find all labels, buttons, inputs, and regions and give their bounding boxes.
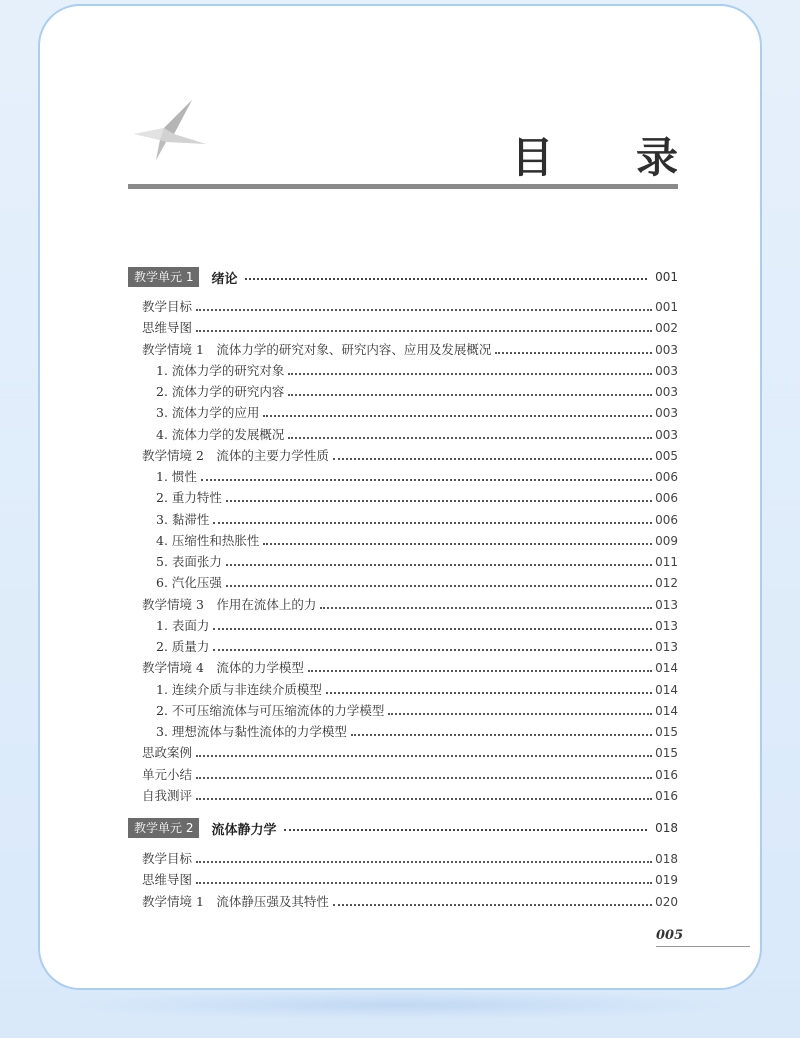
unit-heading[interactable] bbox=[128, 818, 678, 838]
toc-entry-label: 3. 理想流体与黏性流体的力学模型 bbox=[156, 724, 347, 739]
toc-entry-page: 003 bbox=[655, 406, 678, 421]
leader-dots bbox=[333, 458, 652, 460]
toc-entry[interactable] bbox=[142, 319, 678, 337]
toc-entry[interactable] bbox=[142, 766, 678, 784]
toc-entry-page: 019 bbox=[655, 873, 678, 888]
toc-entry[interactable] bbox=[142, 298, 678, 316]
toc-entry[interactable] bbox=[156, 426, 678, 444]
leader-dots bbox=[308, 670, 652, 672]
toc-entry[interactable] bbox=[142, 787, 678, 805]
toc-entry-label: 6. 汽化压强 bbox=[156, 575, 222, 591]
toc-entry[interactable] bbox=[142, 659, 678, 677]
card-shadow bbox=[60, 990, 740, 1020]
toc-entry-label: 教学情境 4 流体的力学模型 bbox=[142, 660, 304, 676]
toc-entry-label: 教学情境 3 作用在流体上的力 bbox=[142, 596, 317, 612]
toc-entry-page: 014 bbox=[655, 682, 678, 697]
toc-entry-page: 014 bbox=[655, 661, 678, 676]
toc-entry[interactable] bbox=[142, 850, 678, 868]
toc-entry-page: 003 bbox=[655, 385, 678, 399]
page-title: 目 录 bbox=[511, 133, 712, 182]
toc-entry-page: 009 bbox=[655, 533, 678, 548]
leader-dots bbox=[245, 278, 647, 280]
leader-dots bbox=[263, 543, 652, 545]
unit-heading[interactable] bbox=[128, 267, 678, 287]
unit-page-number: 001 bbox=[655, 270, 678, 284]
toc-entry[interactable] bbox=[156, 553, 678, 571]
toc-entry[interactable] bbox=[156, 404, 678, 422]
toc-entry-page: 016 bbox=[655, 788, 678, 803]
leader-dots bbox=[284, 829, 647, 831]
toc-entry-label: 1. 流体力学的研究对象 bbox=[156, 362, 285, 378]
toc-entry-label: 3. 黏滞性 bbox=[156, 511, 210, 527]
toc-entry[interactable] bbox=[156, 383, 678, 401]
toc-entry-page: 003 bbox=[655, 363, 678, 378]
toc-entry-label: 1. 惯性 bbox=[156, 469, 197, 484]
toc-entry[interactable] bbox=[142, 744, 678, 762]
toc-entry-label: 5. 表面张力 bbox=[156, 554, 222, 569]
title-underline bbox=[128, 184, 678, 189]
toc-entry[interactable] bbox=[156, 702, 678, 720]
leader-dots bbox=[196, 309, 652, 311]
toc-entry-page: 013 bbox=[655, 618, 678, 633]
leader-dots bbox=[196, 798, 652, 800]
leader-dots bbox=[201, 479, 652, 481]
leader-dots bbox=[288, 373, 652, 375]
leader-dots bbox=[288, 437, 652, 439]
toc-entry[interactable] bbox=[156, 574, 678, 592]
leader-dots bbox=[196, 777, 652, 779]
leader-dots bbox=[288, 394, 652, 396]
toc-entry-page: 016 bbox=[655, 767, 678, 782]
leader-dots bbox=[326, 692, 652, 694]
leader-dots bbox=[495, 352, 652, 354]
leader-dots bbox=[213, 628, 652, 630]
toc-entry-label: 4. 压缩性和热胀性 bbox=[156, 532, 260, 548]
toc-entry-label: 2. 重力特性 bbox=[156, 490, 222, 506]
toc-entry-label: 4. 流体力学的发展概况 bbox=[156, 426, 285, 442]
star-logo-icon bbox=[126, 98, 210, 168]
toc-entry-label: 2. 流体力学的研究内容 bbox=[156, 384, 285, 399]
toc-entry-label: 2. 不可压缩流体与可压缩流体的力学模型 bbox=[156, 702, 385, 718]
toc-entry-label: 教学目标 bbox=[142, 299, 193, 314]
toc-entry-page: 001 bbox=[655, 300, 678, 314]
toc-entry-label: 2. 质量力 bbox=[156, 639, 210, 654]
leader-dots bbox=[226, 500, 652, 502]
toc-entry[interactable] bbox=[142, 871, 678, 889]
toc-entry-label: 教学情境 2 流体的主要力学性质 bbox=[142, 447, 329, 463]
leader-dots bbox=[196, 330, 652, 332]
unit-badge: 教学单元 1 bbox=[128, 267, 199, 287]
unit-page-number: 018 bbox=[655, 821, 678, 835]
toc-entry-label: 单元小结 bbox=[142, 766, 193, 782]
toc-entry[interactable] bbox=[142, 596, 678, 614]
unit-badge: 教学单元 2 bbox=[128, 818, 199, 838]
leader-dots bbox=[226, 564, 652, 566]
toc-entry-page: 014 bbox=[655, 703, 678, 718]
toc-entry[interactable] bbox=[156, 489, 678, 507]
toc-entry-page: 013 bbox=[655, 597, 678, 612]
toc-entry[interactable] bbox=[156, 511, 678, 529]
toc-entry-label: 思维导图 bbox=[142, 320, 193, 336]
toc-entry-label: 教学目标 bbox=[142, 851, 193, 866]
leader-dots bbox=[213, 649, 652, 651]
unit-title: 流体静力学 bbox=[211, 822, 277, 838]
toc-entry-page: 015 bbox=[655, 725, 678, 739]
toc-entry[interactable] bbox=[156, 638, 678, 656]
toc-entry-label: 思维导图 bbox=[142, 872, 193, 888]
toc-entry-label: 自我测评 bbox=[142, 787, 193, 803]
toc-entry[interactable] bbox=[142, 341, 678, 359]
leader-dots bbox=[388, 713, 652, 715]
toc-entry-page: 020 bbox=[655, 894, 678, 909]
toc-entry[interactable] bbox=[156, 723, 678, 741]
toc-entry-page: 003 bbox=[655, 342, 678, 357]
toc-entry-page: 011 bbox=[655, 555, 678, 569]
toc-entry[interactable] bbox=[142, 447, 678, 465]
toc-entry-page: 013 bbox=[655, 640, 678, 654]
page-number-rule bbox=[656, 946, 750, 947]
page-number: 005 bbox=[656, 928, 684, 943]
toc-entry[interactable] bbox=[156, 532, 678, 550]
toc-entry-label: 教学情境 1 流体静压强及其特性 bbox=[142, 893, 329, 909]
toc-entry-page: 006 bbox=[655, 470, 678, 484]
toc-entry-page: 003 bbox=[655, 427, 678, 442]
leader-dots bbox=[333, 904, 652, 906]
leader-dots bbox=[196, 755, 652, 757]
toc-entry[interactable] bbox=[156, 617, 678, 635]
toc-entry-label: 1. 连续介质与非连续介质模型 bbox=[156, 681, 322, 697]
leader-dots bbox=[320, 607, 652, 609]
leader-dots bbox=[213, 522, 652, 524]
toc-entry-page: 002 bbox=[655, 321, 678, 336]
toc-entry-label: 思政案例 bbox=[142, 745, 193, 761]
leader-dots bbox=[351, 734, 652, 736]
leader-dots bbox=[196, 882, 652, 884]
toc-entry[interactable] bbox=[156, 468, 678, 486]
leader-dots bbox=[196, 861, 652, 863]
toc-entry-page: 006 bbox=[655, 491, 678, 506]
leader-dots bbox=[226, 585, 652, 587]
unit-title: 绪论 bbox=[211, 271, 238, 287]
leader-dots bbox=[263, 415, 652, 417]
toc-entry[interactable] bbox=[156, 681, 678, 699]
toc-entry-label: 1. 表面力 bbox=[156, 617, 210, 633]
toc-entry-label: 教学情境 1 流体力学的研究对象、研究内容、应用及发展概况 bbox=[142, 341, 492, 357]
toc-entry-label: 3. 流体力学的应用 bbox=[156, 405, 260, 421]
toc-entry-page: 005 bbox=[655, 448, 678, 463]
toc-entry-page: 015 bbox=[655, 746, 678, 761]
toc-entry-page: 006 bbox=[655, 512, 678, 527]
toc-entry-page: 012 bbox=[655, 576, 678, 591]
toc-entry[interactable] bbox=[156, 362, 678, 380]
toc-entry-page: 018 bbox=[655, 852, 678, 866]
toc-entry[interactable] bbox=[142, 893, 678, 911]
